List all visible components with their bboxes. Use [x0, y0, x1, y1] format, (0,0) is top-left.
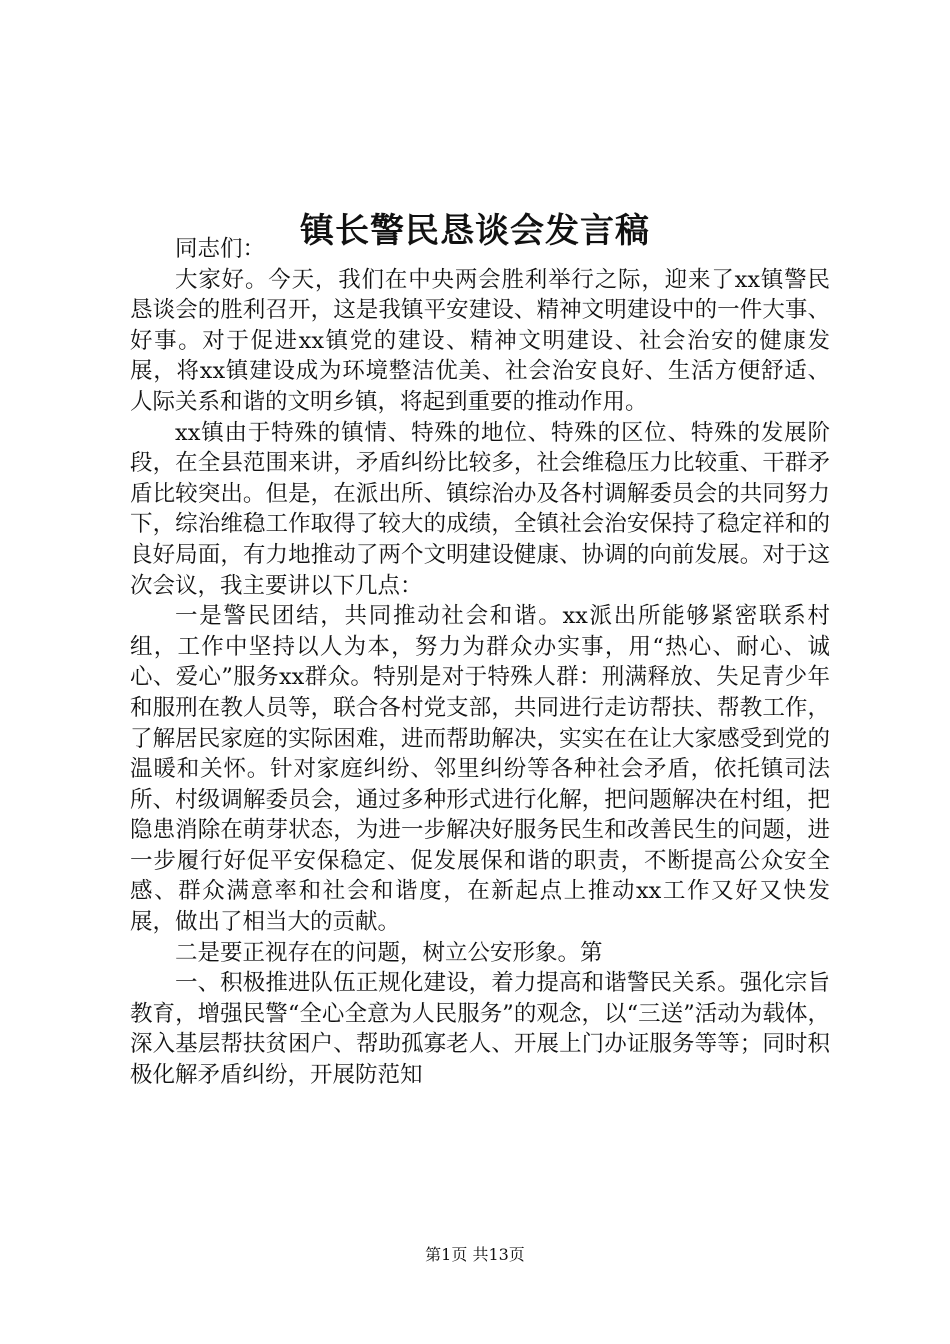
paragraph-subpoint-one: 一、积极推进队伍正规化建设，着力提高和谐警民关系。强化宗旨教育，增强民警“全心全意为人民服务”的观念，以“三送”活动为载体，深入基层帮扶贫困户、帮助孤寡老人、开展上门办证服务等等；同时积极化解矛盾纠纷，开展防范知 — [130, 970, 830, 1089]
paragraph-background: xx镇由于特殊的镇情、特殊的地位、特殊的区位、特殊的发展阶段，在全县范围来讲，矛盾纠纷比较多，社会维稳压力比较重、干群矛盾比较突出。但是，在派出所、镇综治办及各村调解委员会的共同努力下，综治维稳工作取得了较大的成绩，全镇社会治安保持了稳定祥和的良好局面，有力地推动了两个文明建设健康、协调的向前发展。对于这次会议，我主要讲以下几点： — [130, 419, 830, 599]
document-title: 镇长警民恳谈会发言稿 — [300, 210, 650, 251]
paragraph-opening: 大家好。今天，我们在中央两会胜利举行之际，迎来了xx镇警民恳谈会的胜利召开，这是我镇平安建设、精神文明建设中的一件大事、好事。对于促进xx镇党的建设、精神文明建设、社会治安的健康发展，将xx镇建设成为环境整洁优美、社会治安良好、生活方便舒适、人际关系和谐的文明乡镇，将起到重要的推动作用。 — [130, 266, 830, 415]
paragraph-point-two: 二是要正视存在的问题，树立公安形象。第 — [175, 939, 603, 966]
document-body — [130, 234, 830, 1091]
page-footer: 第1页 共13页 — [425, 1245, 525, 1264]
salutation: 同志们： — [175, 236, 266, 262]
paragraph-point-one: 一是警民团结，共同推动社会和谐。xx派出所能够紧密联系村组，工作中坚持以人为本，努力为群众办实事，用“热心、耐心、诚心、爱心”服务xx群众。特别是对于特殊人群：刑满释放、失足青少年和服刑在教人员等，联合各村党支部，共同进行走访帮扶、帮教工作，了解居民家庭的实际困难，进而帮助解决，实实在在让大家感受到党的温暖和关怀。针对家庭纠纷、邻里纠纷等各种社会矛盾，依托镇司法所、村级调解委员会，通过多种形式进行化解，把问题解决在村组，把隐患消除在萌芽状态，为进一步解决好服务民生和改善民生的问题，进一步履行好促平安保稳定、促发展保和谐的职责，不断提高公众安全感、群众满意率和社会和谐度，在新起点上推动xx工作又好又快发展，做出了相当大的贡献。 — [130, 603, 830, 936]
